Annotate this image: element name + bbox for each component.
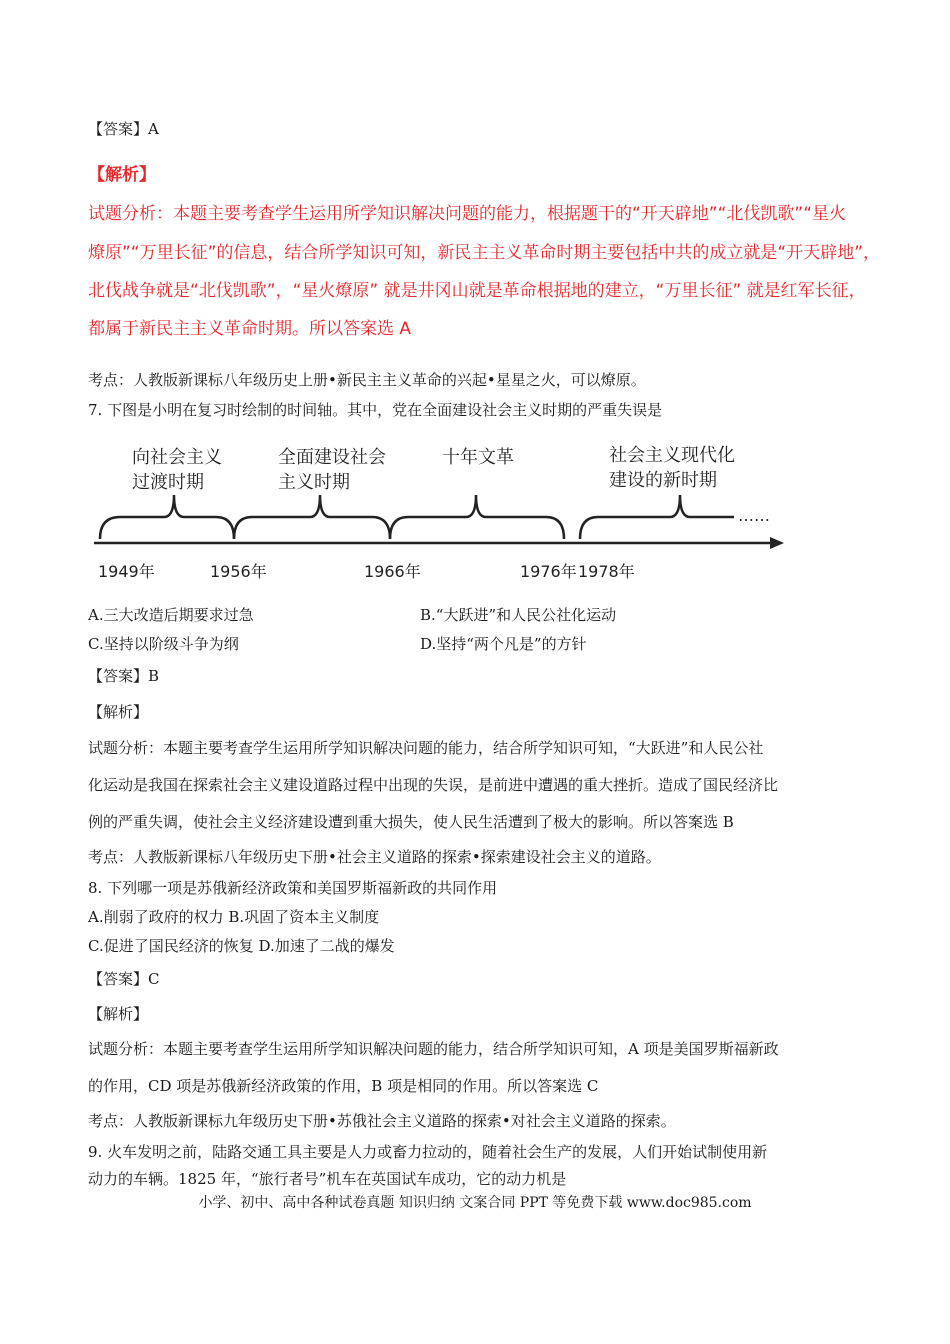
q7-option-c: C.坚持以阶级斗争为纲 — [88, 635, 239, 653]
q6-kaodian: 考点：人教版新课标八年级历史上册•新民主主义革命的兴起•星星之火，可以燎原。 — [88, 371, 646, 389]
timeline-ellipsis: …… — [738, 506, 770, 525]
brace-transition-period — [100, 495, 234, 539]
q7-question: 7. 下图是小明在复习时绘制的时间轴。其中，党在全面建设社会主义时期的严重失误是 — [88, 401, 663, 419]
q8-analysis-heading: 【解析】 — [88, 1005, 149, 1023]
q8-analysis-line-2: 的作用，CD 项是苏俄新经济政策的作用，B 项是相同的作用。所以答案选 C — [88, 1077, 599, 1095]
q6-analysis-line-3: 北伐战争就是“北伐凯歌”，“星火燎原” 就是井冈山就是革命根据地的建立，“万里长征” 就是红军长征， — [88, 281, 866, 301]
q6-analysis-heading: 【解析】 — [88, 165, 156, 185]
timeline-diagram — [90, 435, 790, 585]
q7-answer: 【答案】B — [88, 667, 160, 685]
brace-comprehensive-construction — [234, 495, 390, 539]
q8-options-line-2: C.促进了国民经济的恢复 D.加速了二战的爆发 — [88, 937, 395, 955]
q8-analysis-line-1: 试题分析：本题主要考查学生运用所学知识解决问题的能力，结合所学知识可知，A 项是美国罗斯福新政 — [88, 1040, 779, 1058]
q8-kaodian: 考点：人教版新课标九年级历史下册•苏俄社会主义道路的探索•对社会主义道路的探索。 — [88, 1112, 676, 1130]
period-label-2-line2: 主义时期 — [278, 472, 350, 493]
period-label-2-line1: 全面建设社会 — [278, 447, 386, 468]
q7-option-b: B.“大跃进”和人民公社化运动 — [420, 606, 617, 624]
year-label-1956: 1956年 — [210, 562, 267, 581]
period-label-1-line2: 过渡时期 — [132, 472, 204, 493]
year-label-1978: 1978年 — [578, 562, 635, 581]
q7-analysis-line-2: 化运动是我国在探索社会主义建设道路过程中出现的失误，是前进中遭遇的重大挫折。造成了国民经济比 — [88, 776, 779, 794]
year-label-1966: 1966年 — [364, 562, 421, 581]
period-label-4-line1: 社会主义现代化 — [609, 445, 735, 466]
brace-cultural-revolution — [390, 495, 564, 539]
year-label-1976: 1976年 — [520, 562, 577, 581]
q7-analysis-line-1: 试题分析：本题主要考查学生运用所学知识解决问题的能力，结合所学知识可知，“大跃进”和人民公社 — [88, 739, 764, 757]
q7-option-a: A.三大改造后期要求过急 — [88, 606, 254, 624]
q7-analysis-line-3: 例的严重失调，使社会主义经济建设遭到重大损失，使人民生活遭到了极大的影响。所以答案选 B — [88, 813, 734, 831]
q6-analysis-line-1: 试题分析：本题主要考查学生运用所学知识解决问题的能力，根据题干的“开天辟地”“北伐凯歌”“星火 — [88, 204, 847, 224]
year-label-1949: 1949年 — [98, 562, 155, 581]
brace-new-period — [580, 495, 734, 539]
period-label-3-line1: 十年文革 — [442, 447, 514, 468]
q7-kaodian: 考点：人教版新课标八年级历史下册•社会主义道路的探索•探索建设社会主义的道路。 — [88, 848, 661, 866]
q6-answer: 【答案】A — [88, 120, 159, 138]
period-label-4-line2: 建设的新时期 — [609, 470, 717, 491]
q9-question-line-1: 9. 火车发明之前，陆路交通工具主要是人力或畜力拉动的，随着社会生产的发展，人们开始试制使用新 — [88, 1143, 768, 1161]
q8-question: 8. 下列哪一项是苏俄新经济政策和美国罗斯福新政的共同作用 — [88, 879, 498, 897]
period-label-1-line1: 向社会主义 — [132, 447, 222, 468]
q6-analysis-line-4: 都属于新民主主义革命时期。所以答案选 A — [88, 319, 412, 339]
q7-analysis-heading: 【解析】 — [88, 703, 149, 721]
page-footer: 小学、初中、高中各种试卷真题 知识归纳 文案合同 PPT 等免费下载 www.doc985.com — [198, 1195, 752, 1211]
q8-answer: 【答案】C — [88, 970, 160, 988]
timeline-arrowhead — [770, 537, 784, 549]
q7-option-d: D.坚持“两个凡是”的方针 — [420, 635, 587, 653]
q8-options-line-1: A.削弱了政府的权力 B.巩固了资本主义制度 — [88, 908, 380, 926]
q6-analysis-line-2: 燎原”“万里长征”的信息，结合所学知识可知，新民主主义革命时期主要包括中共的成立就是“开天辟地”， — [88, 243, 881, 263]
q9-question-line-2: 动力的车辆。1825 年，“旅行者号”机车在英国试车成功，它的动力机是 — [88, 1170, 567, 1188]
